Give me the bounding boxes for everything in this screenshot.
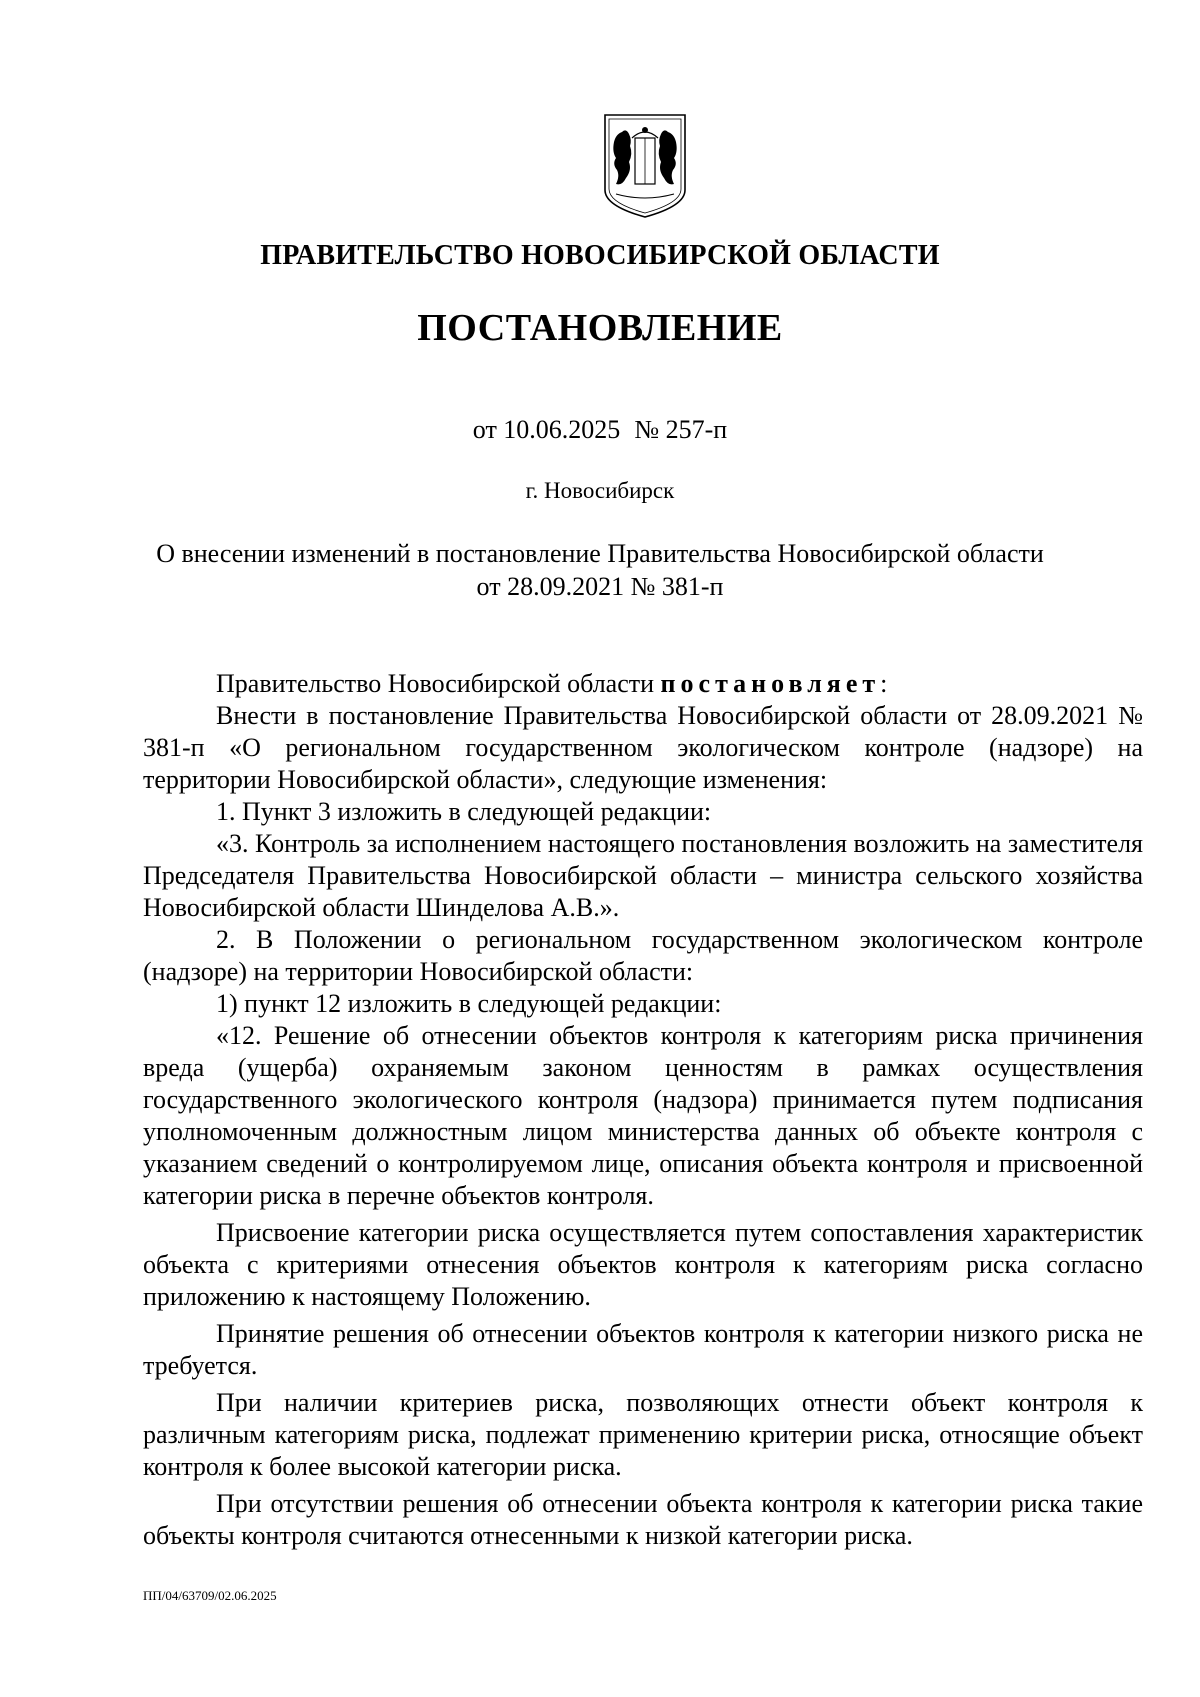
paragraph-item-1: 1. Пункт 3 изложить в следующей редакции:	[216, 797, 712, 826]
document-date: от 10.06.2025	[472, 415, 621, 444]
document-type-title: ПОСТАНОВЛЕНИЕ	[417, 307, 783, 349]
subject-line-2: от 28.09.2021 № 381-п	[476, 572, 724, 601]
paragraph-risk-assignment: Присвоение категории риска осуществляется путем сопоставления характеристик объекта с критериями отнесения объектов контроля к категориям риска согласно приложению к настоящему Положению.	[143, 1218, 1143, 1311]
organization-title: ПРАВИТЕЛЬСТВО НОВОСИБИРСКОЙ ОБЛАСТИ	[260, 240, 940, 271]
document-number: № 257-п	[634, 415, 728, 444]
paragraph-subitem-1: 1) пункт 12 изложить в следующей редакции:	[216, 989, 722, 1018]
paragraph-low-risk: Принятие решения об отнесении объектов контроля к категории низкого риска не требуется.	[143, 1319, 1143, 1380]
intro-lead: Правительство Новосибирской области	[216, 669, 655, 698]
intro-tail: :	[880, 669, 888, 698]
date-number-line	[0, 415, 1200, 445]
paragraph-item-2: 2. В Положении о региональном государственном экологическом контроле (надзоре) на территории Новосибирской области:	[143, 925, 1143, 986]
paragraph-no-decision: При отсутствии решения об отнесении объекта контроля к категории риска такие объекты контроля считаются отнесенными к низкой категории риска.	[143, 1489, 1143, 1550]
paragraph-multiple-criteria: При наличии критериев риска, позволяющих отнести объект контроля к различным категориям риска, подлежат применению критерии риска, относящие объект контроля к более высокой категории риска.	[143, 1388, 1143, 1481]
coat-of-arms-icon	[602, 112, 688, 220]
document-subject	[0, 537, 1200, 603]
paragraph-amend: Внести в постановление Правительства Новосибирской области от 28.09.2021 № 381-п «О региональном государственном экологическом контроле (надзоре) на территории Новосибирской области», следующие изменения:	[143, 701, 1143, 794]
document-body	[143, 668, 1143, 1552]
paragraph-item-1-text: «3. Контроль за исполнением настоящего постановления возложить на заместителя Председателя Правительства Новосибирской области – министра сельского хозяйства Новосибирской области Шинделова А.В.».	[143, 829, 1143, 922]
city-line: г. Новосибирск	[525, 478, 675, 503]
resolution-intro	[143, 668, 1143, 700]
paragraph-point-12: «12. Решение об отнесении объектов контроля к категориям риска причинения вреда (ущерба) охраняемым законом ценностям в рамках осуществления государственного экологического контроля (надзора) принимается путем подписания уполномоченным должностным лицом министерства данных об объекте контроля с указанием сведений о контролируемом лице, описания объекта контроля и присвоенной категории риска в перечне объектов контроля.	[143, 1021, 1143, 1210]
subject-line-1: О внесении изменений в постановление Правительства Новосибирской области	[156, 539, 1044, 568]
document-code: ПП/04/63709/02.06.2025	[143, 1588, 277, 1603]
resolution-keyword: постановляет	[660, 669, 881, 698]
